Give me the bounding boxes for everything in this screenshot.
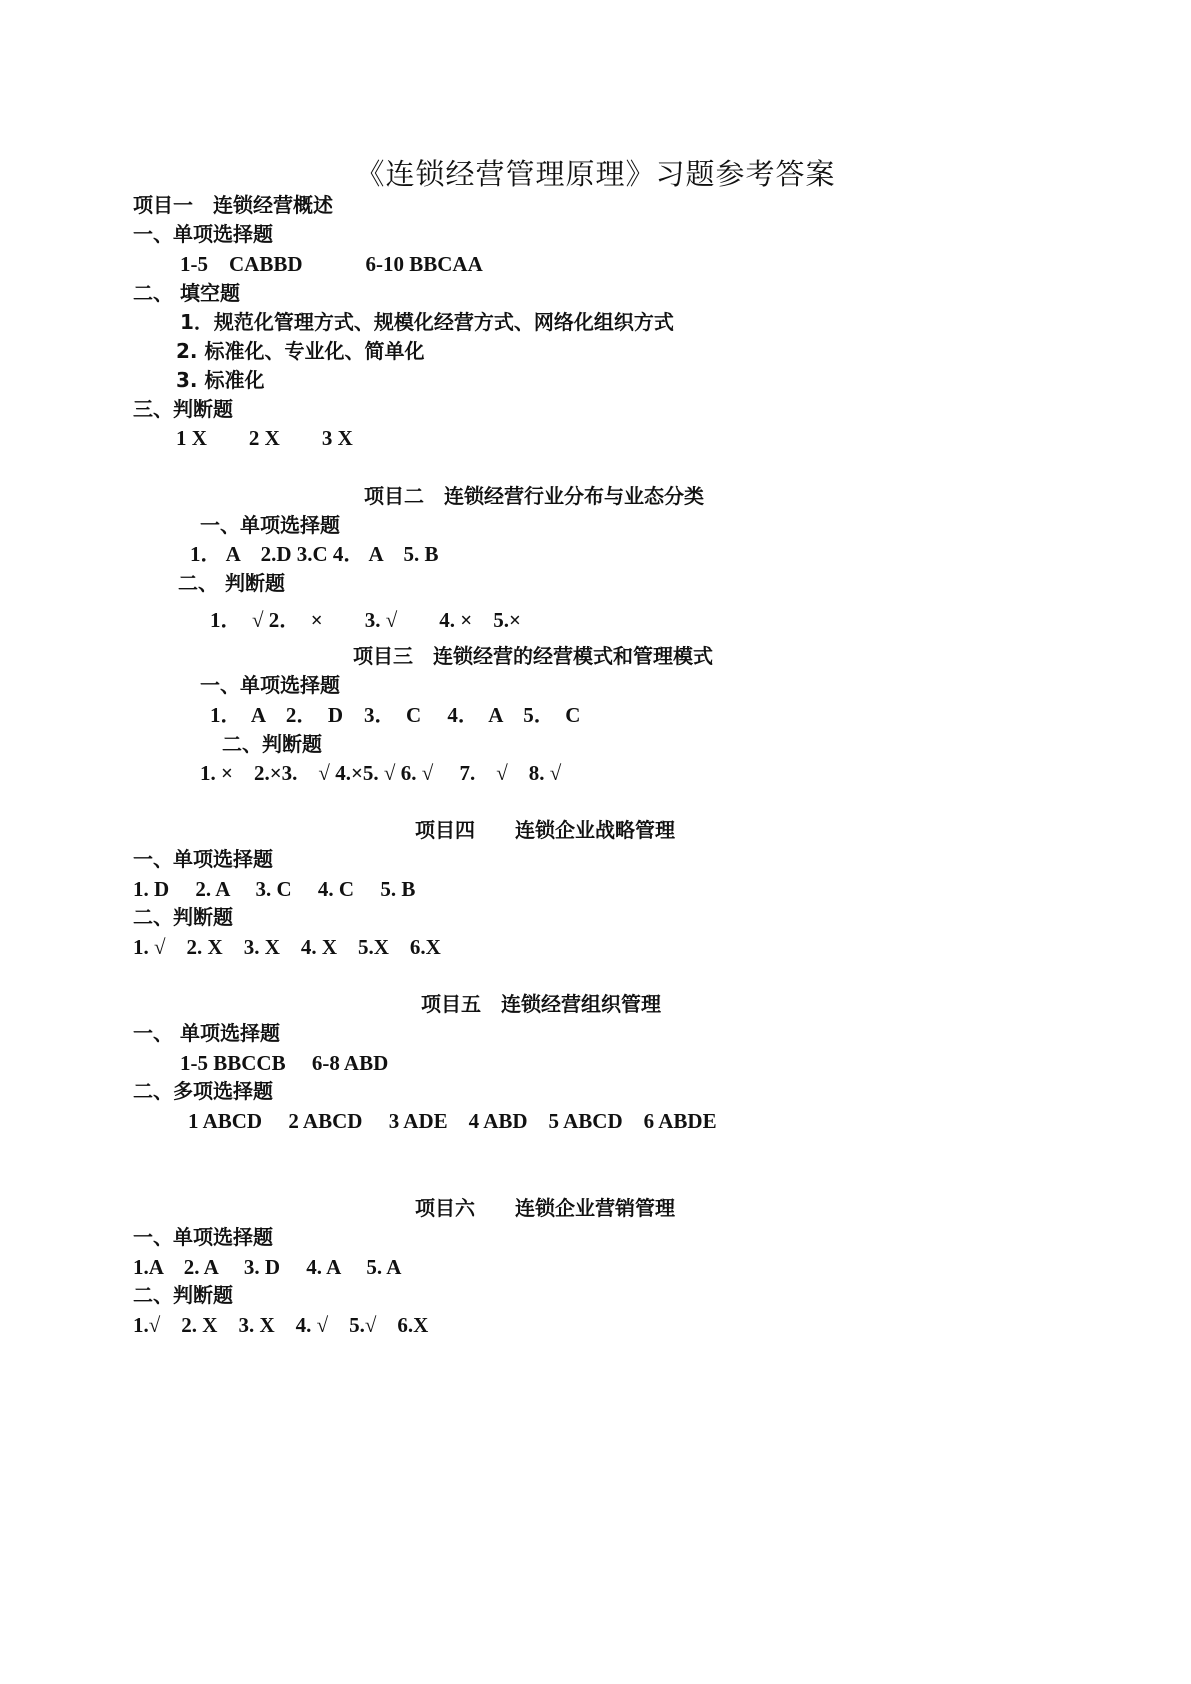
project-5-single-choice-heading: 一、 单项选择题 <box>133 1021 280 1045</box>
project-4-true-false-heading: 二、判断题 <box>133 905 233 929</box>
project-3-single-choice-heading: 一、单项选择题 <box>200 673 340 697</box>
project-6-true-false-answers: 1.√ 2. X 3. X 4. √ 5.√ 6.X <box>133 1313 429 1337</box>
project-3-heading: 项目三 连锁经营的经营模式和管理模式 <box>353 644 713 668</box>
project-1-true-false-answers: 1 X 2 X 3 X <box>176 426 353 450</box>
project-2-single-choice-heading: 一、单项选择题 <box>200 513 340 537</box>
project-6-single-choice-answers: 1.A 2. A 3. D 4. A 5. A <box>133 1255 402 1279</box>
project-3-true-false-heading: 二、判断题 <box>222 732 322 756</box>
project-2-single-choice-answers: 1． A 2.D 3.C 4． A 5. B <box>190 542 439 566</box>
project-1-fill-answer-1: 1．规范化管理方式、规模化经营方式、网络化组织方式 <box>180 310 674 334</box>
project-6-single-choice-heading: 一、单项选择题 <box>133 1225 273 1249</box>
project-5-multi-choice-answers: 1 ABCD 2 ABCD 3 ADE 4 ABD 5 ABCD 6 ABDE <box>188 1109 717 1133</box>
project-1-heading: 项目一 连锁经营概述 <box>133 193 333 217</box>
project-2-heading: 项目二 连锁经营行业分布与业态分类 <box>364 484 704 508</box>
project-5-single-choice-answers: 1-5 BBCCB 6-8 ABD <box>180 1051 389 1075</box>
project-1-fill-answer-2: 2. 标准化、专业化、简单化 <box>176 339 425 363</box>
project-1-fill-answer-3: 3. 标准化 <box>176 368 265 392</box>
project-3-single-choice-answers: 1． A 2． D 3． C 4． A 5． C <box>210 703 581 727</box>
project-1-true-false-heading: 三、判断题 <box>133 397 233 421</box>
project-1-single-choice-heading: 一、单项选择题 <box>133 222 273 246</box>
project-4-true-false-answers: 1. √ 2. X 3. X 4. X 5.X 6.X <box>133 935 441 959</box>
project-5-multi-choice-heading: 二、多项选择题 <box>133 1079 273 1103</box>
project-6-heading: 项目六 连锁企业营销管理 <box>415 1196 675 1220</box>
project-5-heading: 项目五 连锁经营组织管理 <box>421 992 661 1016</box>
project-2-true-false-answers: 1． √ 2． × 3. √ 4. × 5.× <box>210 608 521 632</box>
project-6-true-false-heading: 二、判断题 <box>133 1283 233 1307</box>
project-3-true-false-answers: 1. × 2.×3. √ 4.×5. √ 6. √ 7. √ 8. √ <box>200 761 562 785</box>
project-4-heading: 项目四 连锁企业战略管理 <box>415 818 675 842</box>
project-2-true-false-heading: 二、 判断题 <box>178 571 285 595</box>
project-1-single-choice-answers: 1-5 CABBD 6-10 BBCAA <box>180 252 483 276</box>
project-4-single-choice-heading: 一、单项选择题 <box>133 847 273 871</box>
project-1-fill-blank-heading: 二、 填空题 <box>133 281 240 305</box>
project-4-single-choice-answers: 1. D 2. A 3. C 4. C 5. B <box>133 877 416 901</box>
document-title: 《连锁经营管理原理》习题参考答案 <box>355 157 836 191</box>
